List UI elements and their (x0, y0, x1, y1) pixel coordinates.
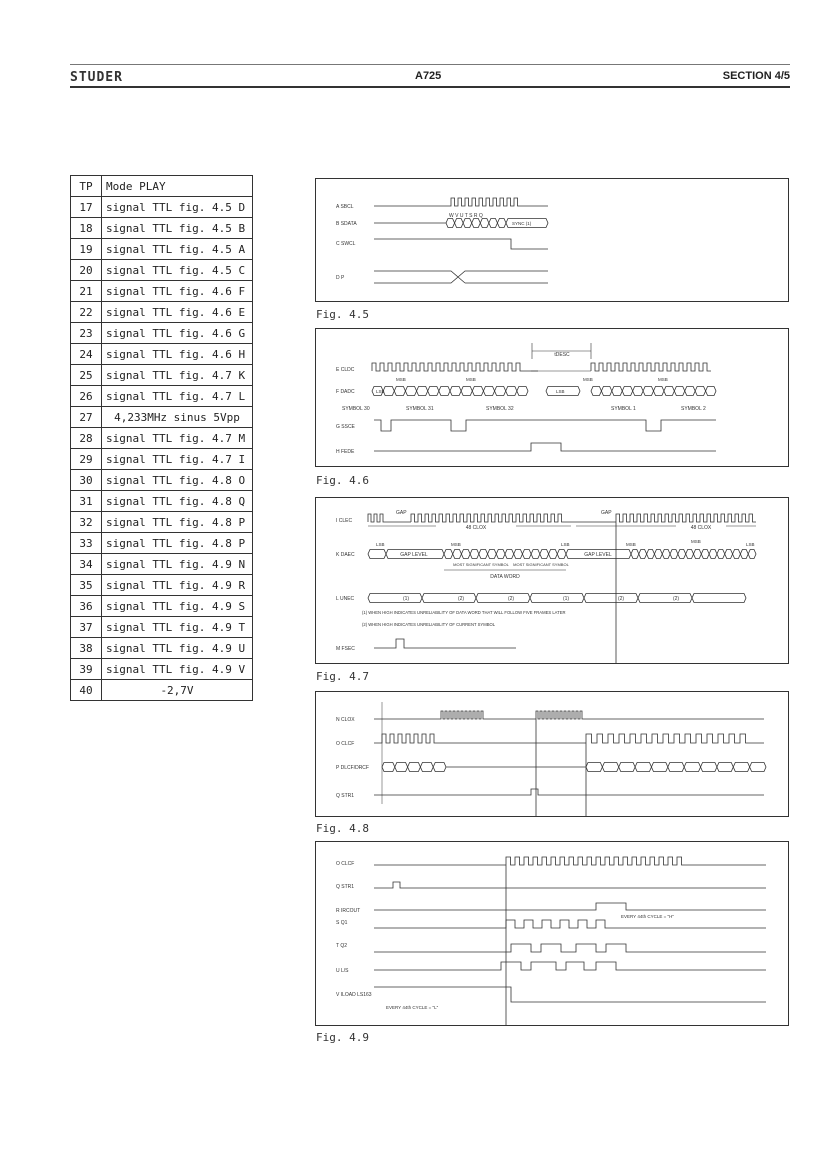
tp-number: 32 (71, 512, 102, 533)
unec-label: (2) (507, 596, 515, 602)
tp-mode: signal TTL fig. 4.7 L (102, 386, 253, 407)
table-row (71, 344, 253, 365)
symbol-label: SYMBOL 1 (611, 406, 636, 412)
tp-mode: signal TTL fig. 4.8 Q (102, 491, 253, 512)
tp-mode: signal TTL fig. 4.7 I (102, 449, 253, 470)
gap-label: GAP (396, 510, 407, 516)
symbol-label: SYMBOL 30 (342, 406, 370, 412)
ssce-wave (374, 420, 716, 431)
clcf-wave (374, 734, 764, 816)
figure-caption-4-7: Fig. 4.7 (316, 670, 369, 683)
dlcf-wave (382, 763, 766, 772)
symbol-label: SYMBOL 32 (486, 406, 514, 412)
unec-label: (1) (402, 596, 410, 602)
tp-mode: signal TTL fig. 4.6 G (102, 323, 253, 344)
signal-name: C SWCL (336, 241, 356, 247)
signal-name: Q STR1 (336, 884, 355, 890)
tp-number: 34 (71, 554, 102, 575)
signal-name: I CLEC (336, 518, 353, 524)
tp-number: 21 (71, 281, 102, 302)
figure-caption-4-6: Fig. 4.6 (316, 474, 369, 487)
table-row (71, 407, 253, 428)
timing-diagram-4-9 (316, 842, 788, 1025)
data-word-label: DATA WORD (490, 574, 520, 580)
sdata-bits (446, 219, 506, 228)
table-row (71, 512, 253, 533)
figure-4-5 (315, 178, 789, 302)
table-row (71, 533, 253, 554)
q2-wave (374, 944, 766, 952)
section-number: SECTION 4/5 (722, 70, 790, 82)
header-mode: Mode PLAY (102, 176, 253, 197)
header-rule-top (70, 64, 790, 65)
signal-name: R IRCOUT (336, 908, 361, 914)
timing-diagram-4-6 (316, 329, 788, 466)
signal-name: B SDATA (336, 221, 357, 227)
tp-number: 39 (71, 659, 102, 680)
tp-mode: signal TTL fig. 4.7 M (102, 428, 253, 449)
swcl-wave (374, 239, 548, 249)
fsec-wave (374, 639, 516, 648)
tp-number: 27 (71, 407, 102, 428)
str1-wave (374, 882, 766, 888)
test-point-table (70, 175, 253, 701)
test-point-table-body (71, 176, 253, 701)
q1-wave (374, 920, 766, 928)
table-row (71, 470, 253, 491)
figure-4-8 (315, 691, 789, 817)
note-2: (2) WHEN HIGH INDICATES UNRELIABILITY OF CURRENT SYMBOL (362, 622, 496, 627)
lsb-label: LSB (746, 542, 755, 547)
signal-name: L UNEC (336, 596, 355, 602)
timing-diagram-4-8 (316, 692, 788, 816)
ircout-wave (374, 903, 766, 910)
tp-number: 36 (71, 596, 102, 617)
header-rule-bottom (70, 86, 790, 88)
clox-label: 48 CLOX (690, 525, 712, 531)
signal-name: O CLCF (336, 861, 355, 867)
ls-wave (374, 962, 766, 970)
most-significant-label: MOST SIGNIFICANT SYMBOL (513, 562, 569, 567)
tp-number: 38 (71, 638, 102, 659)
timing-diagram-4-7 (316, 498, 788, 663)
table-row (71, 575, 253, 596)
tp-mode: signal TTL fig. 4.8 P (102, 533, 253, 554)
note-1: (1) WHEN HIGH INDICATES UNRELIABILITY OF DATA WORD THAT WILL FOLLOW FIVE FRAMES LATER (362, 610, 566, 615)
tp-mode: signal TTL fig. 4.8 O (102, 470, 253, 491)
signal-name: N CLOX (336, 717, 355, 723)
tp-number: 31 (71, 491, 102, 512)
table-row (71, 617, 253, 638)
table-row (71, 596, 253, 617)
clox-label: 48 CLOX (465, 525, 487, 531)
signal-name: K DAEC (336, 552, 355, 558)
model-number: A725 (415, 70, 442, 82)
dade-bus (372, 387, 716, 396)
lsb-label: LSB (561, 542, 570, 547)
figure-caption-4-8: Fig. 4.8 (316, 822, 369, 835)
msb-label: MSB (583, 377, 593, 382)
tp-mode: signal TTL fig. 4.6 F (102, 281, 253, 302)
figure-4-7 (315, 497, 789, 664)
iload-wave (374, 987, 766, 1002)
signal-name: F DADC (336, 389, 355, 395)
figure-4-9 (315, 841, 789, 1026)
table-row (71, 302, 253, 323)
tp-number: 40 (71, 680, 102, 701)
tp-mode: signal TTL fig. 4.9 T (102, 617, 253, 638)
msb-label: MSB (451, 542, 461, 547)
table-row (71, 449, 253, 470)
tp-number: 20 (71, 260, 102, 281)
table-row (71, 323, 253, 344)
unec-bus (368, 594, 746, 603)
signal-name: E CLDC (336, 367, 355, 373)
tp-mode: signal TTL fig. 4.5 C (102, 260, 253, 281)
signal-name: M FSEC (336, 646, 355, 652)
tp-mode: signal TTL fig. 4.6 H (102, 344, 253, 365)
unec-label: (1) (562, 596, 570, 602)
lsb-label: LSB (376, 389, 385, 394)
table-row (71, 680, 253, 701)
tp-number: 33 (71, 533, 102, 554)
tp-number: 28 (71, 428, 102, 449)
sdata-bit-labels: W V U T S R Q (449, 213, 483, 219)
signal-name: Q STR1 (336, 793, 355, 799)
tp-mode: signal TTL fig. 4.6 E (102, 302, 253, 323)
unec-label: (2) (672, 596, 680, 602)
gap-label: GAP (601, 510, 612, 516)
figure-caption-4-9: Fig. 4.9 (316, 1031, 369, 1044)
tp-number: 24 (71, 344, 102, 365)
table-row (71, 218, 253, 239)
figure-4-6 (315, 328, 789, 467)
header-tp: TP (71, 176, 102, 197)
tp-mode: signal TTL fig. 4.9 N (102, 554, 253, 575)
tp-mode: signal TTL fig. 4.5 D (102, 197, 253, 218)
symbol-label: SYMBOL 31 (406, 406, 434, 412)
lsb-label: LSB (376, 542, 385, 547)
tp-mode: signal TTL fig. 4.9 U (102, 638, 253, 659)
signal-name: T Q2 (336, 943, 348, 949)
tp-number: 30 (71, 470, 102, 491)
tdesc-label: tDESC (554, 352, 570, 358)
figure-caption-4-5: Fig. 4.5 (316, 308, 369, 321)
signal-name: D P (336, 275, 345, 281)
msb-label: MSB (626, 542, 636, 547)
table-row (71, 659, 253, 680)
studer-logo: STUDER (70, 70, 123, 85)
tp-number: 26 (71, 386, 102, 407)
ircout-note: EVERY 44th CYCLE = "H" (621, 914, 674, 919)
gap-level-label: GAP LEVEL (400, 552, 428, 558)
tp-mode: signal TTL fig. 4.8 P (102, 512, 253, 533)
iload-note: EVERY 44th CYCLE = "L" (386, 1005, 439, 1010)
table-row (71, 554, 253, 575)
table-row (71, 491, 253, 512)
page-header (70, 62, 790, 90)
signal-name: A SBCL (336, 204, 354, 210)
tp-mode: -2,7V (102, 680, 253, 701)
table-row (71, 239, 253, 260)
tp-number: 29 (71, 449, 102, 470)
lsb-label: LSB (556, 389, 565, 394)
table-row (71, 386, 253, 407)
symbol-label: SYMBOL 2 (681, 406, 706, 412)
sbcl-clock (374, 198, 548, 206)
table-row (71, 197, 253, 218)
tp-mode: signal TTL fig. 4.9 S (102, 596, 253, 617)
tp-number: 37 (71, 617, 102, 638)
tp-mode: signal TTL fig. 4.9 V (102, 659, 253, 680)
tp-number: 23 (71, 323, 102, 344)
unec-label: (2) (457, 596, 465, 602)
signal-name: P DLCF/DRCF (336, 765, 369, 771)
most-significant-label: MOST SIGNIFICANT SYMBOL (453, 562, 509, 567)
msb-label: MSB (658, 377, 668, 382)
table-row (71, 365, 253, 386)
p-wave (374, 271, 548, 283)
tp-number: 19 (71, 239, 102, 260)
signal-name: H FEDE (336, 449, 355, 455)
tp-number: 22 (71, 302, 102, 323)
unec-label: (2) (617, 596, 625, 602)
tp-number: 35 (71, 575, 102, 596)
msb-label: MSB (466, 377, 476, 382)
tp-mode: signal TTL fig. 4.9 R (102, 575, 253, 596)
tp-mode: signal TTL fig. 4.5 A (102, 239, 253, 260)
signal-name: U L/S (336, 968, 349, 974)
gap-level-label: GAP LEVEL (584, 552, 612, 558)
tp-mode: 4,233MHz sinus 5Vpp (102, 407, 253, 428)
tp-number: 25 (71, 365, 102, 386)
signal-name: V ILOAD LS163 (336, 992, 372, 998)
signal-name: O CLCF (336, 741, 355, 747)
tp-mode: signal TTL fig. 4.7 K (102, 365, 253, 386)
clec-clock (368, 514, 756, 663)
msb-label: MSB (396, 377, 406, 382)
clde-clock (372, 363, 711, 371)
msb-label: MSB (691, 539, 701, 544)
signal-name: S Q1 (336, 920, 348, 926)
fede-wave (374, 443, 716, 451)
tp-number: 17 (71, 197, 102, 218)
clcf-wave (374, 857, 766, 1025)
str1-wave (374, 789, 764, 795)
table-row (71, 260, 253, 281)
clox-wave (374, 711, 764, 816)
table-header-row (71, 176, 253, 197)
tp-number: 18 (71, 218, 102, 239)
timing-diagram-4-5 (316, 179, 788, 301)
sync-label: SYNC (1) (512, 221, 532, 226)
signal-name: G SSCE (336, 424, 355, 430)
table-row (71, 638, 253, 659)
table-row (71, 428, 253, 449)
tp-mode: signal TTL fig. 4.5 B (102, 218, 253, 239)
table-row (71, 281, 253, 302)
